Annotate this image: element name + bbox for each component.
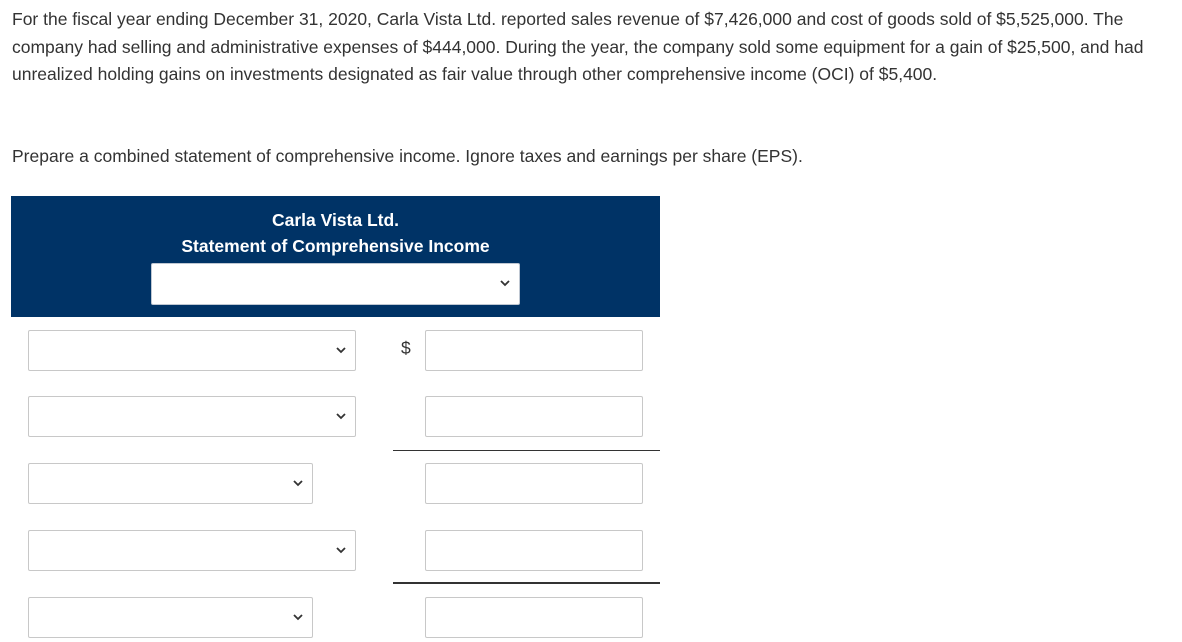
amount-input-row-3[interactable] (425, 463, 643, 504)
company-name: Carla Vista Ltd. (271, 210, 400, 230)
account-select-row-4[interactable] (28, 530, 356, 571)
account-select-row-3[interactable] (28, 463, 313, 504)
amount-input-row-4[interactable] (425, 530, 643, 571)
chevron-down-icon (292, 611, 304, 623)
period-select[interactable] (151, 263, 520, 305)
problem-statement: For the fiscal year ending December 31, 2020, Carla Vista Ltd. reported sales revenue of $7,426,000 and cost of goods sold of $5,525,000. The company had selling and administrative expenses of $444,000. During the year, the company sold some equipment for a gain of $25,500, and had unrealized holding gains on investments designated as fair value through other comprehensive income (OCI) of $5,400. (12, 9, 1144, 84)
statement-header (11, 196, 660, 317)
chevron-down-icon (335, 544, 347, 556)
dollar-sign: $ (401, 338, 411, 358)
chevron-down-icon (335, 344, 347, 356)
amount-input-row-5[interactable] (425, 597, 643, 638)
chevron-down-icon (499, 277, 511, 289)
instruction-text: Prepare a combined statement of comprehensive income. Ignore taxes and earnings per share (EPS). (12, 146, 803, 166)
chevron-down-icon (335, 410, 347, 422)
statement-title: Statement of Comprehensive Income (181, 236, 490, 256)
subtotal-rule (393, 450, 660, 451)
total-rule (393, 582, 660, 584)
account-select-row-5[interactable] (28, 597, 313, 638)
account-select-row-2[interactable] (28, 396, 356, 437)
account-select-row-1[interactable] (28, 330, 356, 371)
amount-input-row-2[interactable] (425, 396, 643, 437)
amount-input-row-1[interactable] (425, 330, 643, 371)
chevron-down-icon (292, 477, 304, 489)
